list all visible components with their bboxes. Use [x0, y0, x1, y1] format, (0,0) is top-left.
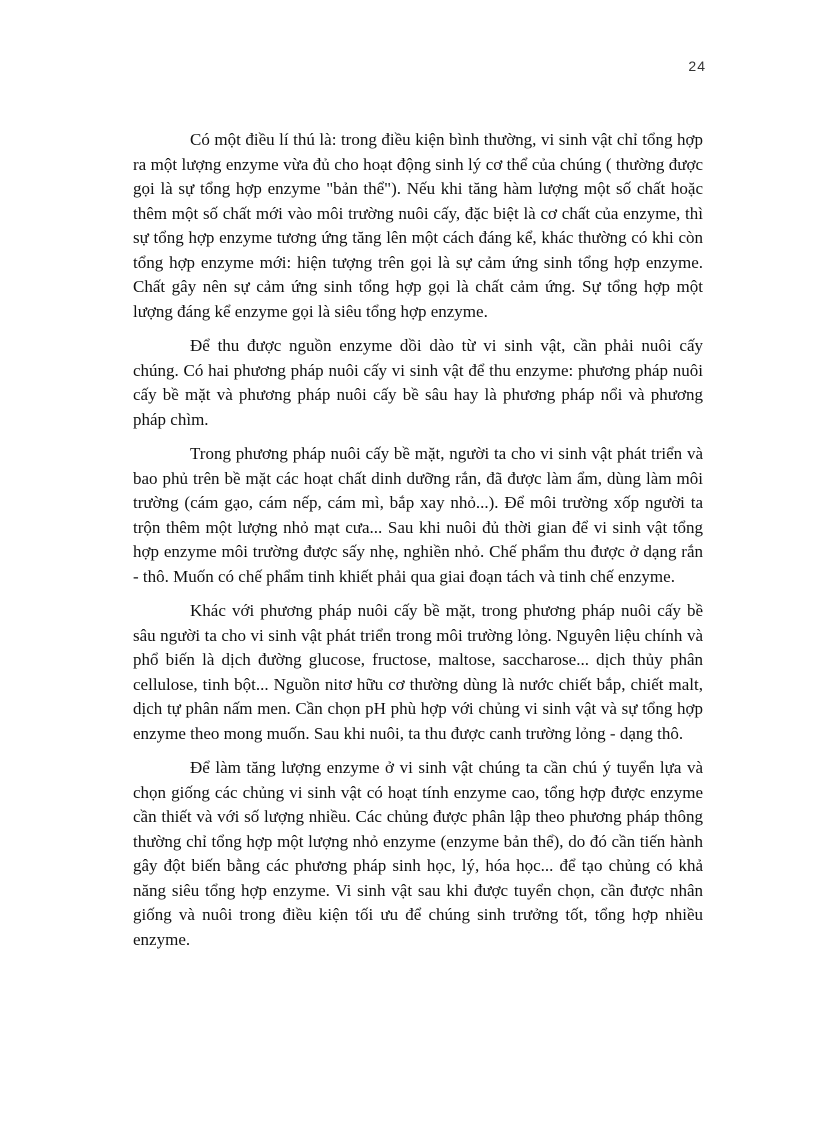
paragraph-cultivation-methods: Để thu được nguồn enzyme dồi dào từ vi sinh vật, cần phải nuôi cấy chúng. Có hai phương pháp nuôi cấy vi sinh vật để thu enzyme: phương pháp nuôi cấy bề mặt và phương pháp nuôi cấy bề sâu hay là phương pháp nổi và phương pháp chìm. — [133, 336, 703, 429]
page-body — [133, 128, 703, 962]
paragraph-submerged-culture: Khác với phương pháp nuôi cấy bề mặt, trong phương pháp nuôi cấy bề sâu người ta cho vi sinh vật phát triển trong môi trường lỏng. Nguyên liệu chính và phổ biến là dịch đường glucose, fructose, maltose, saccharose... dịch thủy phân cellulose, tinh bột... Nguồn nitơ hữu cơ thường dùng là nước chiết bắp, chiết malt, dịch tự phân nấm men. Cần chọn pH phù hợp với chủng vi sinh vật và sự tổng hợp enzyme theo mong muốn. Sau khi nuôi, ta thu được canh trường lỏng - dạng thô. — [133, 601, 703, 743]
page-number: 24 — [688, 58, 706, 74]
paragraph-enzyme-induction: Có một điều lí thú là: trong điều kiện bình thường, vi sinh vật chỉ tổng hợp ra một lượng enzyme vừa đủ cho hoạt động sinh lý cơ thể của chúng ( thường được gọi là sự tổng hợp enzyme "bản thể"). Nếu khi tăng hàm lượng một số chất hoặc thêm một số chất mới vào môi trường nuôi cấy, đặc biệt là cơ chất của enzyme, thì sự tổng hợp enzyme tương ứng tăng lên một cách đáng kể, khác thường có khi còn tổng hợp enzyme mới: hiện tượng trên gọi là sự cảm ứng sinh tổng hợp enzyme. Chất gây nên sự cảm ứng sinh tổng hợp gọi là chất cảm ứng. Sự tổng hợp một lượng đáng kể enzyme gọi là siêu tổng hợp enzyme. — [133, 130, 703, 321]
paragraph-surface-culture: Trong phương pháp nuôi cấy bề mặt, người ta cho vi sinh vật phát triển và bao phủ trên bề mặt các hoạt chất dinh dưỡng rắn, đã được làm ẩm, dùng làm môi trường (cám gạo, cám nếp, cám mì, bắp xay nhỏ...). Để môi trường xốp người ta trộn thêm một lượng nhỏ mạt cưa... Sau khi nuôi đủ thời gian để vi sinh vật tổng hợp enzyme môi trường được sấy nhẹ, nghiền nhỏ. Chế phẩm thu được ở dạng rắn - thô. Muốn có chế phẩm tinh khiết phải qua giai đoạn tách và tinh chế enzyme. — [133, 444, 703, 586]
paragraph-strain-selection: Để làm tăng lượng enzyme ở vi sinh vật chúng ta cần chú ý tuyển lựa và chọn giống các chủng vi sinh vật có hoạt tính enzyme cao, tổng hợp được enzyme cần thiết và với số lượng nhiều. Các chủng được phân lập theo phương pháp thông thường chỉ tổng hợp một lượng nhỏ enzyme (enzyme bản thể), do đó cần tiến hành gây đột biến bằng các phương pháp sinh học, lý, hóa học... để tạo chủng có khả năng siêu tổng hợp enzyme. Vi sinh vật sau khi được tuyển chọn, cần được nhân giống và nuôi trong điều kiện tối ưu để chúng sinh trưởng tốt, tổng hợp nhiều enzyme. — [133, 758, 703, 949]
